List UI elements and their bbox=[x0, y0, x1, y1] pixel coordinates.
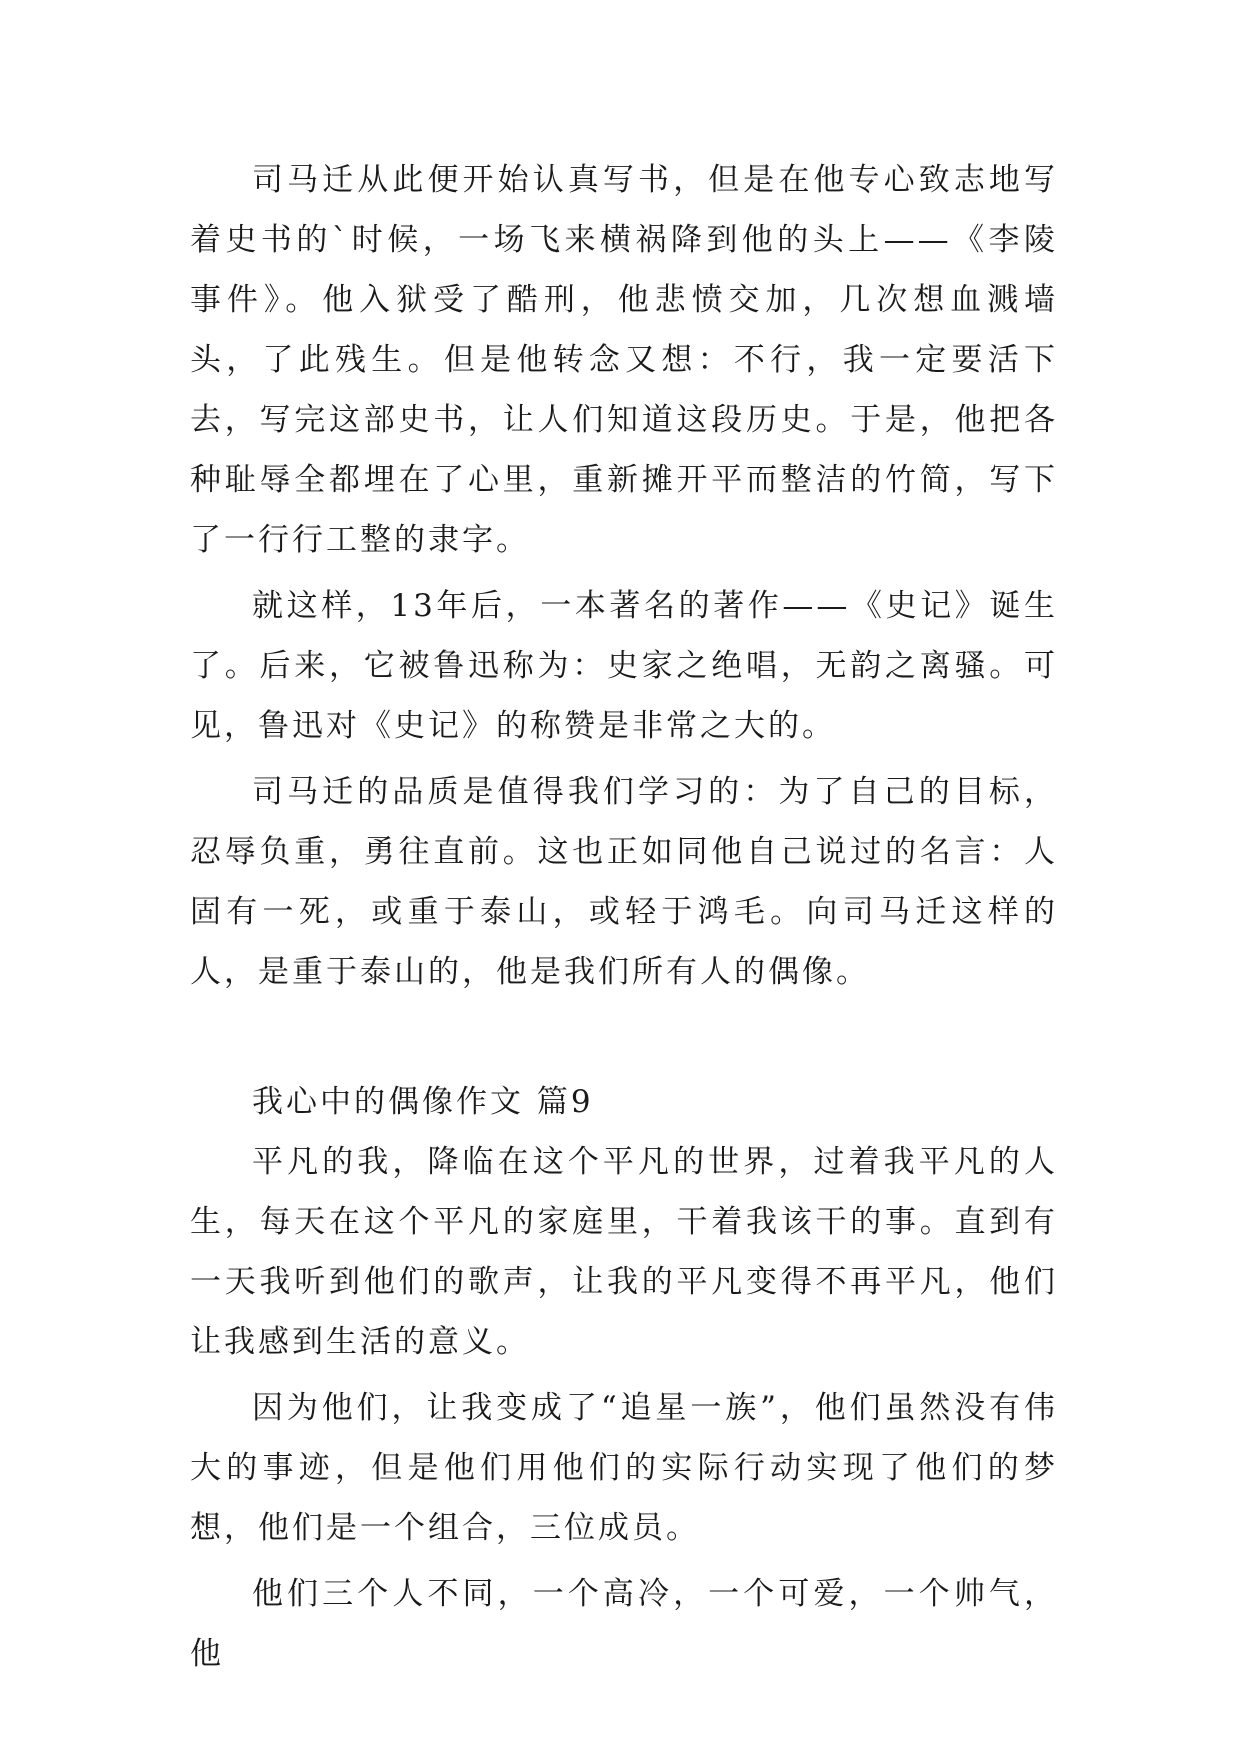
paragraph: 他们三个人不同，一个高冷，一个可爱，一个帅气，他 bbox=[190, 1576, 1058, 1672]
paragraph: 司马迁从此便开始认真写书，但是在他专心致志地写着史书的`时候，一场飞来横祸降到他的头上——《李陵事件》。他入狱受了酷刑，他悲愤交加，几次想血溅墙头，了此残生。但是他转念又想：不行，我一定要活下去，写完这部史书，让人们知道这段历史。于是，他把各种耻辱全都埋在了心里，重新摊开平而整洁的竹简，写下了一行行工整的隶字。 bbox=[190, 162, 1058, 558]
paragraph: 因为他们，让我变成了“追星一族”，他们虽然没有伟大的事迹，但是他们用他们的实际行动实现了他们的梦想，他们是一个组合，三位成员。 bbox=[190, 1390, 1058, 1546]
section-title: 我心中的偶像作文 篇9 bbox=[252, 1084, 594, 1120]
paragraph: 就这样，13年后，一本著名的著作——《史记》诞生了。后来，它被鲁迅称为：史家之绝唱，无韵之离骚。可见，鲁迅对《史记》的称赞是非常之大的。 bbox=[190, 588, 1058, 744]
document-body bbox=[190, 150, 1058, 1684]
section-spacer bbox=[190, 1002, 1058, 1072]
paragraph: 平凡的我，降临在这个平凡的世界，过着我平凡的人生，每天在这个平凡的家庭里，干着我该干的事。直到有一天我听到他们的歌声，让我的平凡变得不再平凡，他们让我感到生活的意义。 bbox=[190, 1144, 1058, 1360]
paragraph: 司马迁的品质是值得我们学习的：为了自己的目标，忍辱负重，勇往直前。这也正如同他自己说过的名言：人固有一死，或重于泰山，或轻于鸿毛。向司马迁这样的人，是重于泰山的，他是我们所有人的偶像。 bbox=[190, 774, 1058, 990]
